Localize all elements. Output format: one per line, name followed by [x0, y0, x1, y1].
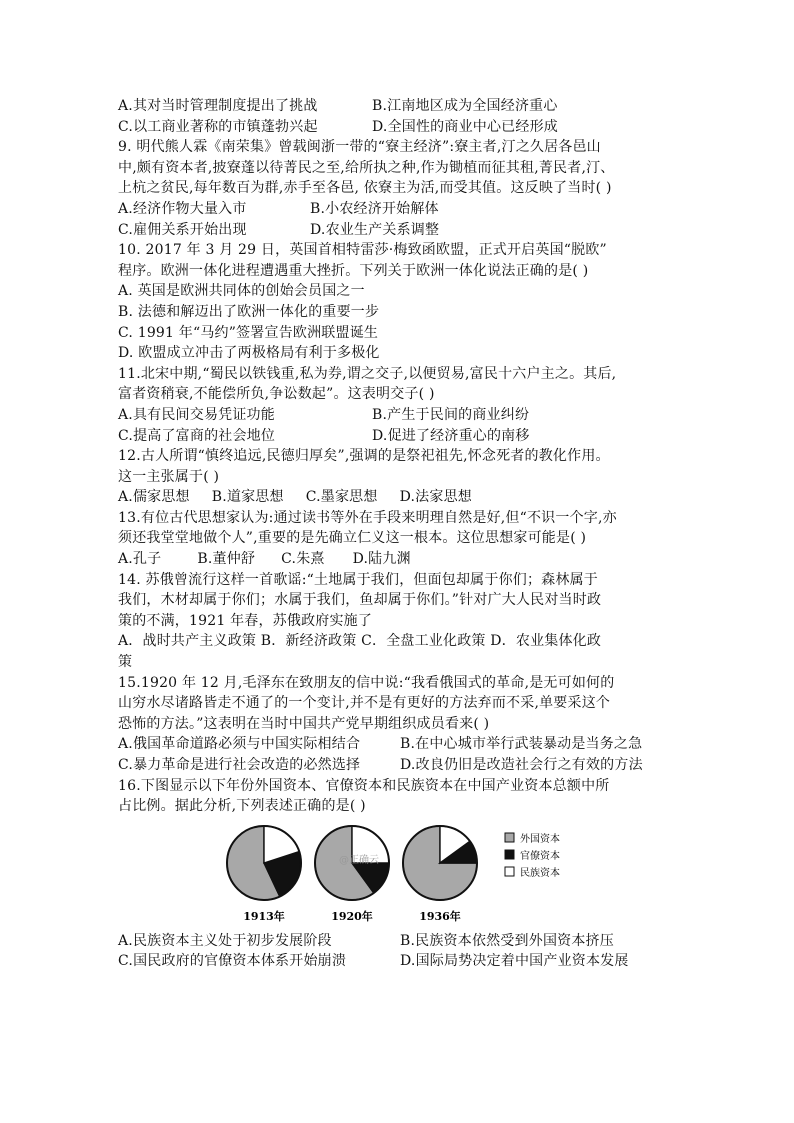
q11-option-c[interactable]: C.提高了富商的社会地位 — [118, 427, 276, 444]
q11-stem-line-2: 富者资稍衰,不能偿所负,争讼数起”。这表明交子( ) — [118, 386, 435, 403]
q12-stem-line-2: 这一主张属于( ) — [118, 468, 220, 485]
legend-swatch-1 — [505, 850, 514, 859]
q10-option-d[interactable]: D. 欧盟成立冲击了两极格局有利于多极化 — [118, 345, 380, 362]
q16-options-row-1 — [118, 931, 678, 952]
legend-swatch-0 — [505, 833, 514, 842]
q8-option-d[interactable]: D.全国性的商业中心已经形成 — [372, 118, 558, 135]
q9-options-row-2 — [118, 220, 678, 241]
q10-option-a[interactable]: A. 英国是欧洲共同体的创始会员国之一 — [118, 283, 365, 300]
q8-option-a[interactable]: A.其对当时管理制度提出了挑战 — [118, 98, 318, 114]
legend-label-0: 外国资本 — [520, 833, 560, 845]
q16-option-b[interactable]: B.民族资本依然受到外国资本挤压 — [400, 932, 614, 949]
pie-1-year-label: 1920年 — [331, 909, 373, 923]
q16-option-c[interactable]: C.国民政府的官僚资本体系开始崩溃 — [118, 953, 347, 970]
q9-option-d[interactable]: D.农业生产关系调整 — [310, 221, 440, 238]
exam-page — [118, 96, 678, 972]
q15-stem-line-1: 15.1920 年 12 月,毛泽东在致朋友的信中说:“我看俄国式的革命,是无可如何的 — [118, 674, 615, 691]
q13-stem-line-1: 13.有位古代思想家认为:通过读书等外在手段来明理自然是好,但“不识一个字,亦 — [118, 509, 617, 526]
q15-stem-line-3: 恐怖的方法。”这表明在当时中国共产党早期组织成员看来( ) — [118, 715, 490, 732]
q9-stem-line-1: 9. 明代熊人霖《南荣集》曾载闽浙一带的“寮主经济”:寮主者,汀之久居各邑山 — [118, 139, 601, 156]
q8-options-row-1 — [118, 96, 678, 117]
q13-option-d[interactable]: D.陆九渊 — [352, 551, 411, 568]
legend-label-2: 民族资本 — [520, 867, 560, 879]
q14-options-line-cont: 策 — [118, 654, 133, 671]
q12-option-b[interactable]: B.道家思想 — [211, 489, 284, 506]
q8-option-b[interactable]: B.江南地区成为全国经济重心 — [372, 98, 558, 114]
q16-stem-line-1: 16.下图显示以下年份外国资本、官僚资本和民族资本在中国产业资本总额中所 — [118, 777, 610, 794]
q12-options-row — [118, 487, 678, 508]
q13-stem-line-2: 须还我堂堂地做个人”,重要的是先确立仁义这一根本。这位思想家可能是( ) — [118, 530, 587, 547]
q14-stem-line-1: 14. 苏俄曾流行这样一首歌谣:“土地属于我们，但面包却属于你们；森林属于 — [118, 571, 598, 588]
capital-share-figure — [118, 823, 678, 927]
q11-option-b[interactable]: B.产生于民间的商业纠纷 — [372, 406, 530, 423]
q8-options-row-2 — [118, 117, 678, 138]
q14-stem-line-3: 策的不满，1921 年春，苏俄政府实施了 — [118, 612, 373, 629]
q15-option-c[interactable]: C.暴力革命是进行社会改造的必然选择 — [118, 757, 361, 773]
q11-stem-line-1: 11.北宋中期,“蜀民以铁钱重,私为券,谓之交子,以便贸易,富民十六户主之。其后, — [118, 365, 617, 382]
q16-option-d[interactable]: D.国际局势决定着中国产业资本发展 — [400, 953, 629, 970]
q11-option-d[interactable]: D.促进了经济重心的南移 — [372, 427, 530, 444]
q9-option-a[interactable]: A.经济作物大量入市 — [118, 200, 247, 217]
q13-option-c[interactable]: C.朱熹 — [281, 551, 325, 568]
q15-option-a[interactable]: A.俄国革命道路必须与中国实际相结合 — [118, 736, 361, 753]
q12-option-d[interactable]: D.法家思想 — [399, 489, 472, 506]
q11-options-row-2 — [118, 426, 678, 447]
q11-options-row-1 — [118, 405, 678, 426]
pie-charts — [222, 823, 602, 927]
q15-options-row-2 — [118, 755, 678, 776]
q10-option-b[interactable]: B. 法德和解迈出了欧洲一体化的重要一步 — [118, 303, 380, 320]
q15-options-row-1 — [118, 734, 678, 755]
q10-stem-line-2: 程序。欧洲一体化进程遭遇重大挫折。下列关于欧洲一体化说法正确的是( ) — [118, 262, 589, 279]
q15-option-d[interactable]: D.改良仍旧是改造社会行之有效的方法 — [400, 757, 643, 773]
q13-option-a[interactable]: A.孔子 — [118, 551, 162, 568]
q10-stem-line-1: 10. 2017 年 3 月 29 日，英国首相特雷莎·梅致函欧盟，正式开启英国“脱欧” — [118, 242, 607, 259]
q12-option-a[interactable]: A.儒家思想 — [118, 489, 190, 506]
q14-options-line[interactable]: A．战时共产主义政策 B．新经济政策 C．全盘工业化政策 D．农业集体化政 — [118, 633, 602, 650]
pie-2-year-label: 1936年 — [419, 909, 461, 923]
q8-option-c[interactable]: C.以工商业著称的市镇蓬勃兴起 — [118, 118, 318, 135]
q16-option-a[interactable]: A.民族资本主义处于初步发展阶段 — [118, 932, 332, 949]
q10-option-c[interactable]: C. 1991 年“马约”签署宣告欧洲联盟诞生 — [118, 324, 379, 341]
q14-stem-line-2: 我们，木材却属于你们；水属于我们，鱼却属于你们。”针对广大人民对当时政 — [118, 592, 602, 609]
legend-label-1: 官僚资本 — [520, 850, 560, 862]
q15-stem-line-2: 山穷水尽诸路皆走不通了的一个变计,并不是有更好的方法弃而不采,单要采这个 — [118, 695, 611, 712]
q9-option-b[interactable]: B.小农经济开始解体 — [310, 200, 439, 217]
q9-options-row-1 — [118, 199, 678, 220]
pie-0-year-label: 1913年 — [243, 909, 285, 923]
q12-option-c[interactable]: C.墨家思想 — [305, 489, 378, 506]
q15-option-b[interactable]: B.在中心城市举行武装暴动是当务之急 — [400, 736, 643, 753]
q16-options-row-2 — [118, 951, 678, 972]
q11-option-a[interactable]: A.具有民间交易凭证功能 — [118, 406, 275, 423]
q12-stem-line-1: 12.古人所谓“慎终追远,民德归厚矣”,强调的是祭祀祖先,怀念死者的教化作用。 — [118, 448, 610, 465]
q9-stem-line-3: 上杭之贫民,每年数百为群,赤手至各邑, 依寮主为活,而受其值。这反映了当时( ) — [118, 180, 612, 197]
q13-options-row — [118, 549, 678, 570]
watermark-text: @正确云 — [339, 854, 379, 866]
q9-stem-line-2: 中,颇有资本者,披寮蓬以待菁民之至,给所执之种,作为锄植而征其租,菁民者,汀、 — [118, 159, 615, 176]
legend-swatch-2 — [505, 867, 514, 876]
q9-option-c[interactable]: C.雇佣关系开始出现 — [118, 221, 247, 238]
q16-stem-line-2: 占比例。据此分析,下列表述正确的是( ) — [118, 798, 366, 815]
q13-option-b[interactable]: B.董仲舒 — [197, 551, 256, 568]
